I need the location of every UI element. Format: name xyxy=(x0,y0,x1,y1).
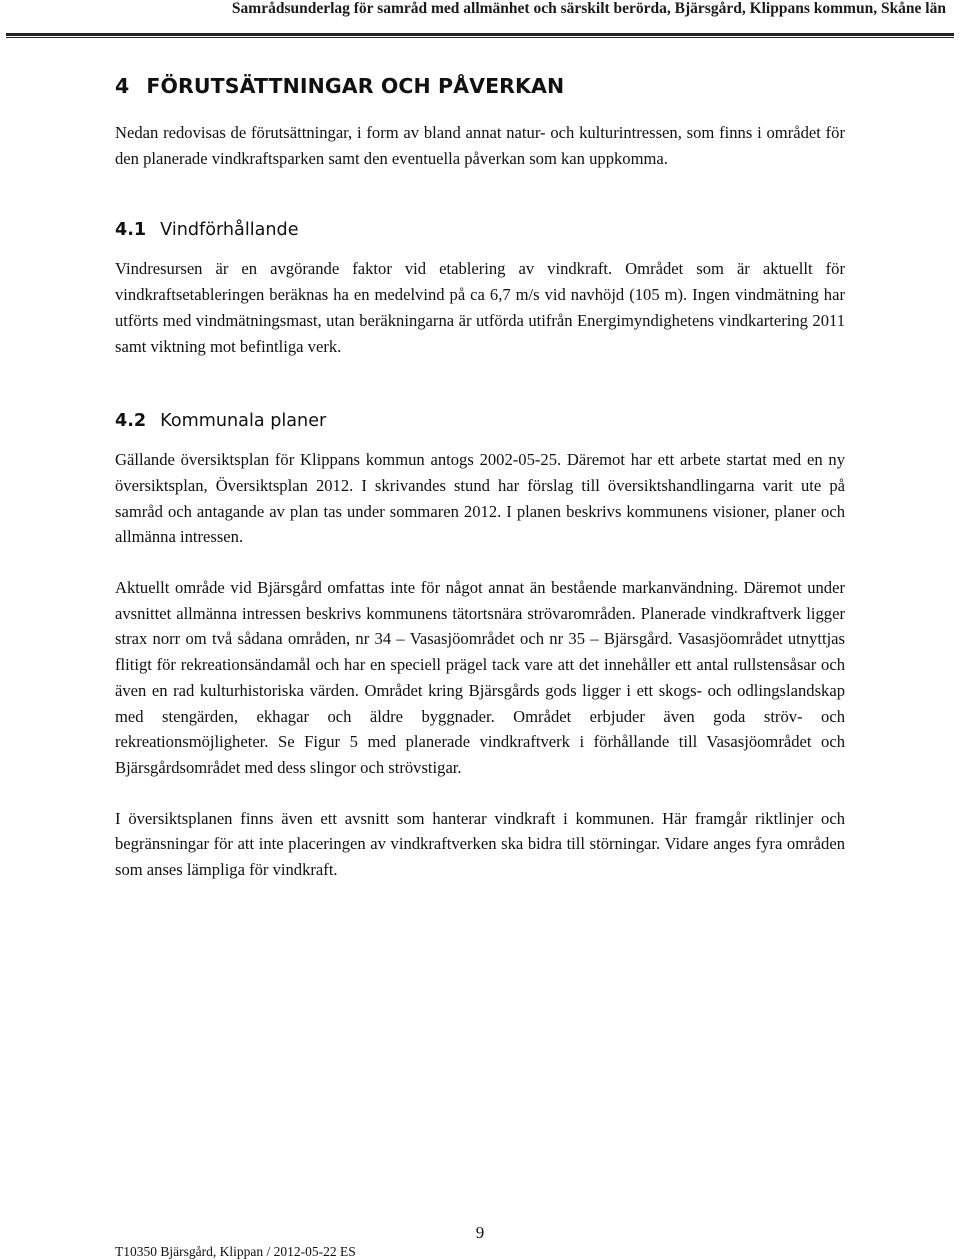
chapter-title: FÖRUTSÄTTNINGAR OCH PÅVERKAN xyxy=(146,74,565,98)
section-4-1-number: 4.1 xyxy=(115,220,147,241)
chapter-heading xyxy=(115,74,845,98)
section-4-2-paragraph: Gällande översiktsplan för Klippans kommun antogs 2002-05-25. Däremot har ett arbete startat med en ny översiktsplan, Översiktsplan 2012. I skrivandes stund har förslag till översiktshandlingarna varit ute på samråd och antagande av plan tas under sommaren 2012. I planen beskrivs kommunens visioner, planer och allmänna intressen. xyxy=(115,450,845,547)
header-divider xyxy=(6,33,954,38)
page-header xyxy=(0,0,960,38)
section-4-1-heading xyxy=(115,220,845,240)
chapter-intro-paragraph: Nedan redovisas de förutsättningar, i form av bland annat natur- och kulturintressen, som finns i området för den planerade vindkraftsparken samt den eventuella påverkan som kan uppkomma. xyxy=(115,123,845,168)
section-4-1-paragraph: Vindresursen är en avgörande faktor vid etablering av vindkraft. Området som är aktuellt för vindkraftsetableringen beräknas ha en medelvind på ca 6,7 m/s vid navhöjd (105 m). Ingen vindmätning har utförts med vindmätningsmast, utan beräkningarna är utförda utifrån Energimyndighetens vindkartering 2011 samt viktning mot befintliga verk. xyxy=(115,259,845,356)
section-4-2-paragraph: I översiktsplanen finns även ett avsnitt som hanterar vindkraft i kommunen. Här framgår riktlinjer och begränsningar för att inte placeringen av vindkraftverken ska bidra till störningar. Vidare anges fyra områden som anses lämpliga för vindkraft. xyxy=(115,808,845,880)
document-id: T10350 Bjärsgård, Klippan / 2012-05-22 ES xyxy=(115,1244,356,1259)
section-4-2-title: Kommunala planer xyxy=(160,411,327,432)
section-4-1-title: Vindförhållande xyxy=(160,220,299,241)
page-body xyxy=(115,74,845,883)
section-4-2-heading xyxy=(115,411,845,431)
section-4-2-number: 4.2 xyxy=(115,411,147,432)
chapter-number: 4 xyxy=(115,74,130,98)
page-number: 9 xyxy=(475,1223,485,1242)
running-title: Samrådsunderlag för samråd med allmänhet och särskilt berörda, Bjärsgård, Klippans kommun, Skåne län xyxy=(231,0,946,17)
section-4-2-paragraph: Aktuellt område vid Bjärsgård omfattas inte för något annat än bestående markanvändning. Däremot under avsnittet allmänna intressen beskrivs kommunens tätortsnära strövarområden. Planerade vindkraftverk ligger strax norr om två sådana områden, nr 34 – Vasasjöområdet och nr 35 – Bjärsgård. Vasasjöområdet utnyttjas flitigt för rekreationsändamål och har en speciell prägel tack vare att det innehåller ett antal rullstensåsar och även en rad kulturhistoriska värden. Området kring Bjärsgårds gods ligger i ett skogs- och odlingslandskap med stengärden, ekhagar och äldre byggnader. Området erbjuder även goda ströv- och rekreationsmöjligheter. Se Figur 5 med planerade vindkraftverk i förhållande till Vasasjöområdet och Bjärsgårdsområdet med dess slingor och strövstigar. xyxy=(115,578,845,777)
